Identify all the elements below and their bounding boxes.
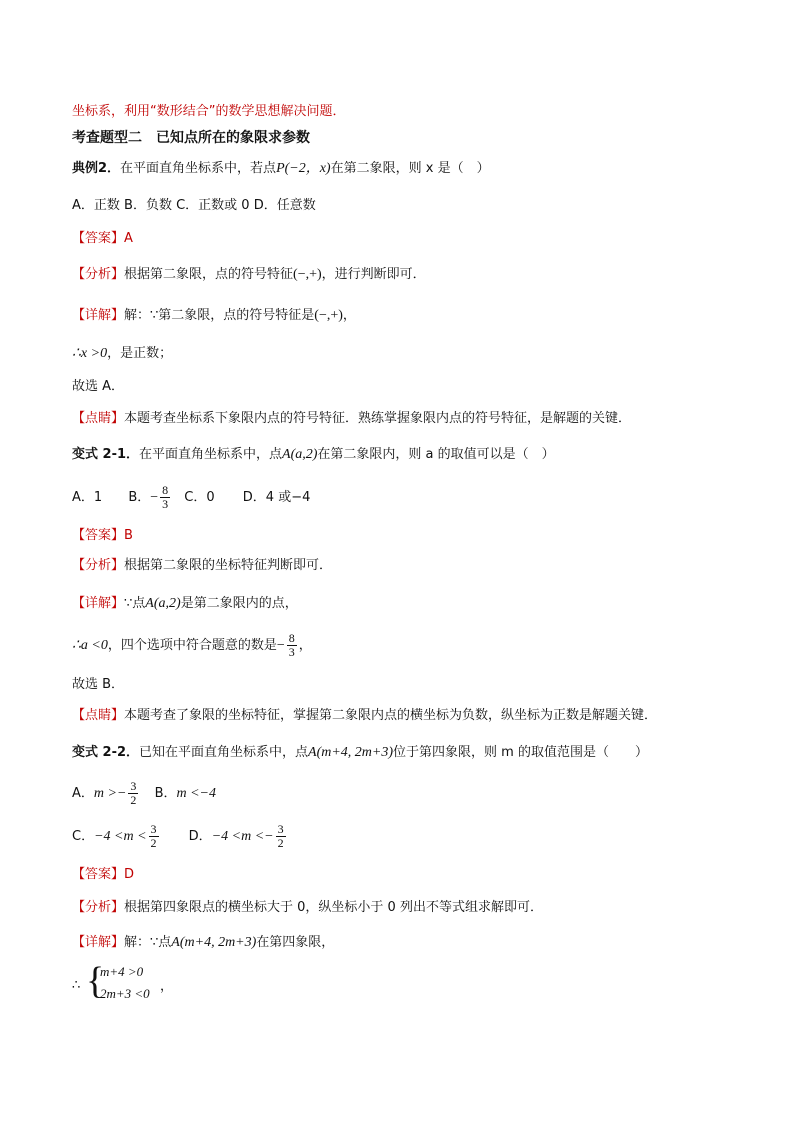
example2-label: 典例2． [72, 161, 121, 176]
variant22-option-a-math: m >− [93, 786, 127, 801]
intro-line: 坐标系，利用“数形结合”的数学思想解决问题． [72, 104, 346, 119]
variant22-option-d-label: D． [188, 829, 212, 844]
system-trailing-comma: ， [160, 979, 174, 994]
detail-pre: ∵点 [124, 596, 146, 611]
fraction-numerator: 3 [277, 822, 284, 836]
variant22-answer [72, 866, 134, 884]
variant22-options-row1 [72, 780, 216, 808]
analysis-text: 根据第二象限的坐标特征判断即可． [124, 558, 333, 573]
example2-step [72, 345, 172, 363]
variant21-options [72, 484, 310, 512]
variant22-question-post: 位于第四象限，则 m 的取值范围是（ ） [393, 745, 648, 760]
variant22-therefore: ∴ [72, 978, 81, 993]
variant22-question-pre: 已知在平面直角坐标系中，点 [139, 745, 309, 760]
fraction-denominator: 3 [288, 645, 295, 659]
example2-options: A．正数 B．负数 C．正数或 0 D．任意数 [72, 198, 316, 213]
fraction-numerator: 8 [162, 483, 169, 497]
variant21-option-a: A．1 [72, 490, 103, 505]
variant21-question-post: 在第二象限内，则 a 的取值可以是（ ） [317, 447, 555, 462]
analysis-tag: 【分析】 [72, 267, 125, 282]
example2-point: P(−2，x) [276, 161, 331, 176]
detail-pre: 解：∵第二象限，点的符号特征是 [124, 308, 315, 323]
step-post: ， [298, 638, 312, 653]
step-math: ∴a <0 [72, 638, 108, 653]
answer-value: D [124, 867, 135, 882]
system-brace: { [86, 960, 105, 1002]
variant22-question [72, 744, 648, 762]
analysis-tag: 【分析】 [72, 558, 125, 573]
step-mid: ，四个选项中符合题意的数是 [107, 638, 277, 653]
variant22-analysis [72, 899, 543, 917]
variant21-detail [72, 595, 298, 613]
system-line-2: 2m+3 <0 [100, 986, 150, 1001]
variant22-label: 变式 2-2． [72, 745, 140, 760]
comment-tag: 【点睛】 [72, 708, 125, 723]
detail-tag: 【详解】 [72, 935, 125, 950]
variant22-detail [72, 934, 334, 952]
detail-tag: 【详解】 [72, 308, 125, 323]
answer-value: A [124, 231, 133, 246]
comment-tag: 【点睛】 [72, 411, 125, 426]
detail-post: 在第四象限， [256, 935, 335, 950]
variant21-answer [72, 527, 133, 545]
detail-tag: 【详解】 [72, 596, 125, 611]
fraction-numerator: 3 [150, 822, 157, 836]
step-sign: − [276, 638, 285, 653]
fraction-denominator: 2 [277, 836, 284, 850]
intro-text [72, 103, 345, 121]
detail-pre: 解：∵点 [124, 935, 172, 950]
example2-question-post: 在第二象限，则 x 是（ ） [330, 161, 490, 176]
system-line-1: m+4 >0 [100, 964, 144, 979]
example2-analysis [72, 266, 426, 284]
analysis-text: 根据第四象限点的横坐标大于 0，纵坐标小于 0 列出不等式组求解即可． [124, 900, 543, 915]
step-post: ，是正数； [107, 346, 173, 361]
variant21-option-d: D．4 或−4 [242, 490, 311, 505]
variant22-option-d-fraction [276, 823, 286, 850]
variant21-option-b-fraction [160, 484, 170, 511]
answer-tag: 【答案】 [72, 528, 125, 543]
variant22-option-a-label: A． [72, 786, 94, 801]
detail-post: 是第二象限内的点， [180, 596, 298, 611]
example2-question-pre: 在平面直角坐标系中，若点 [120, 161, 277, 176]
fraction-denominator: 2 [150, 836, 157, 850]
detail-point: A(m+4, 2m+3) [171, 935, 257, 950]
detail-post: ， [342, 308, 356, 323]
variant22-option-a-fraction [128, 780, 138, 807]
variant21-option-b-label: B． [128, 490, 151, 505]
section-title: 考查题型二 已知点所在的象限求参数 [72, 130, 310, 146]
step-fraction [287, 632, 297, 659]
variant22-option-b-math: m <−4 [176, 786, 216, 801]
fraction-numerator: 3 [130, 779, 137, 793]
variant22-option-d-math: −4 <m <− [211, 829, 274, 844]
detail-sign: (−,+) [314, 308, 343, 323]
variant21-comment [72, 707, 657, 725]
variant22-option-c-label: C． [72, 829, 95, 844]
step-math: ∴x >0 [72, 346, 108, 361]
example2-question [72, 160, 490, 178]
answer-tag: 【答案】 [72, 867, 125, 882]
example2-detail [72, 307, 356, 325]
analysis-sign: (−,+) [293, 267, 322, 282]
variant22-option-c-fraction [149, 823, 159, 850]
detail-point: A(a,2) [145, 596, 181, 611]
comment-text: 本题考查了象限的坐标特征，掌握第二象限内点的横坐标为负数，纵坐标为正数是解题关键． [124, 708, 658, 723]
example2-answer [72, 230, 133, 248]
variant21-question-pre: 在平面直角坐标系中，点 [139, 447, 283, 462]
variant21-step [72, 632, 312, 660]
example2-comment [72, 410, 631, 428]
variant21-conclusion: 故选 B． [72, 677, 125, 692]
analysis-pre: 根据第二象限，点的符号特征 [124, 267, 294, 282]
comment-text: 本题考查坐标系下象限内点的符号特征．熟练掌握象限内点的符号特征，是解题的关键． [124, 411, 632, 426]
fraction-numerator: 8 [288, 631, 295, 645]
variant21-point: A(a,2) [282, 447, 318, 462]
variant22-option-b-label: B． [154, 786, 177, 801]
analysis-post: ，进行判断即可． [321, 267, 426, 282]
variant22-option-c-math: −4 <m < [94, 829, 147, 844]
variant21-option-c: C．0 [184, 490, 215, 505]
answer-tag: 【答案】 [72, 231, 125, 246]
fraction-denominator: 2 [130, 793, 137, 807]
variant22-point: A(m+4, 2m+3) [308, 745, 394, 760]
example2-conclusion: 故选 A． [72, 379, 125, 394]
variant21-analysis [72, 557, 332, 575]
variant21-label: 变式 2-1． [72, 447, 140, 462]
variant22-options-row2 [72, 823, 288, 851]
answer-value: B [124, 528, 133, 543]
variant21-question [72, 446, 555, 464]
analysis-tag: 【分析】 [72, 900, 125, 915]
variant21-option-b-sign: − [150, 490, 159, 505]
fraction-denominator: 3 [162, 497, 169, 511]
